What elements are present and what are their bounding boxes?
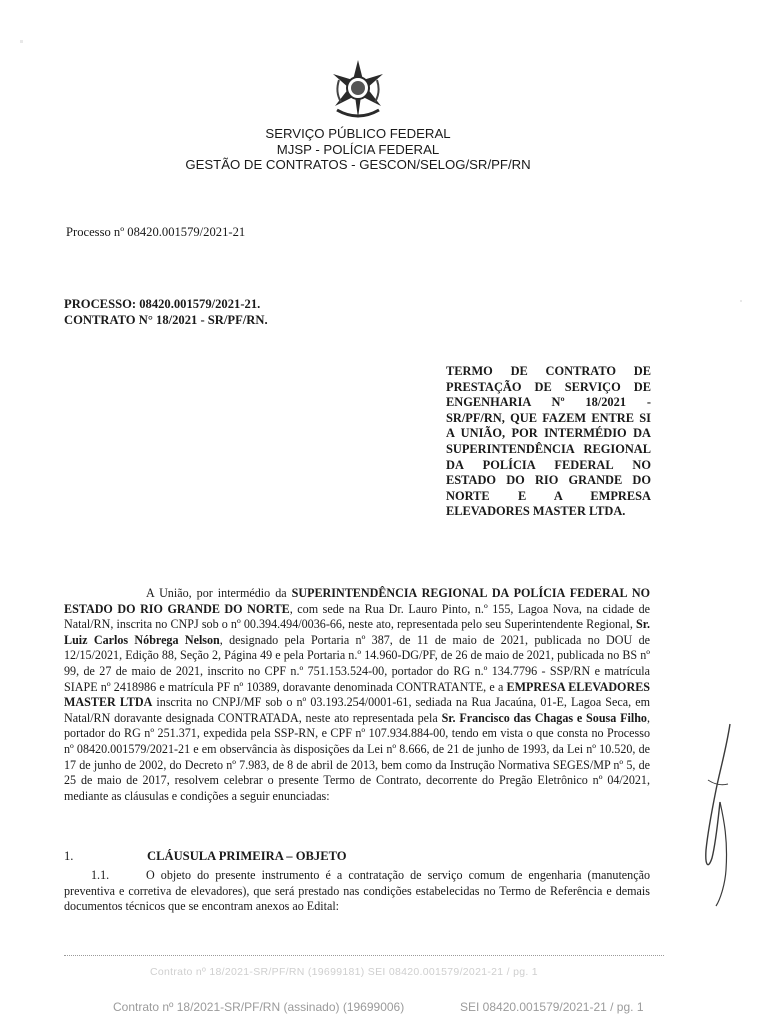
handwritten-signature-icon — [690, 720, 750, 910]
scan-speck — [740, 300, 742, 302]
faded-scan-footer: Contrato nº 18/2021-SR/PF/RN (19699181) SEI 08420.001579/2021-21 / pg. 1 — [150, 966, 538, 978]
preamble-bold-1: SUPERINTENDÊNCIA REGIONAL DA POLÍCIA FEDERAL NO ESTADO DO RIO GRANDE DO NORTE — [64, 586, 650, 616]
page-divider — [64, 955, 664, 956]
preamble-text-3: , designado pela Portaria nº 387, de 11 de maio de 2021, publicada no DOU de 12/15/2021, Edição 88, Seção 2, Página 49 e pela Portaria n.º 14.960-DG/PF, de 26 de maio de 2021, publicada no BS nº 99, de 27 de maio de 2021, inscrito no CPF n.º 751.153.524-00, portador do RG n.º 134.7796 - SSP/RN e matrícula SIAPE nº 2418986 e matrícula PF nº 10389, doravante denominada CONTRATANTE, e a — [64, 632, 650, 694]
process-contract-heading — [64, 296, 268, 328]
clause-title: CLÁUSULA PRIMEIRA – OBJETO — [147, 849, 347, 863]
header-line-2: MJSP - POLÍCIA FEDERAL — [276, 141, 440, 157]
preamble-text-2: , com sede na Rua Dr. Lauro Pinto, n.º 155, Lagoa Nova, na cidade de Natal/RN, inscrita no CNPJ sob o nº 00.394.494/0036-66, neste ato, representada pelo seu Superintendente Regional, — [64, 601, 650, 632]
clause-number: 1. — [64, 849, 74, 863]
footer-page-ref: SEI 08420.001579/2021-21 / pg. 1 — [460, 1000, 644, 1014]
process-reference: Processo nº 08420.001579/2021-21 — [66, 225, 246, 239]
process-number-line: PROCESSO: 08420.001579/2021-21. — [64, 297, 261, 311]
header-line-1: SERVIÇO PÚBLICO FEDERAL — [265, 126, 451, 141]
preamble-text-4: inscrita no CNPJ/MF sob o nº 03.193.254/0001-61, sediada na Rua Jacaúna, 01-E, Lagoa Seca, em Natal/RN doravante designada CONTRATADA, neste ato representada pela — [64, 695, 650, 725]
preamble-bold-2: Sr. Luiz Carlos Nóbrega Nelson — [64, 617, 650, 647]
contract-term-title: TERMO DE CONTRATO DE PRESTAÇÃO DE SERVIÇO DE ENGENHARIA Nº 18/2021 - SR/PF/RN, QUE FAZEM ENTRE SI A UNIÃO, POR INTERMÉDIO DA SUPERINTENDÊNCIA REGIONAL DA POLÍCIA FEDERAL NO ESTADO DO RIO GRANDE DO NORTE E A EMPRESA ELEVADORES MASTER LTDA. — [446, 364, 651, 519]
brazil-coat-of-arms-icon — [325, 58, 391, 124]
preamble-text-5: , portador do RG nº 251.371, expedida pela SSP-RN, e CPF nº 107.934.884-00, tendo em vista o que consta no Processo nº 08420.001579/2021-21 e em observância às disposições da Lei nº 8.666, de 21 de junho de 1993, da Lei nº 10.520, de 17 de junho de 2002, do Decreto nº 7.983, de 8 de abril de 2013, bem como da Instrução Normativa SEGES/MP nº 5, de 25 de maio de 2017, resolvem celebrar o presente Termo de Contrato, decorrente do Pregão Eletrônico nº 04/2021, mediante as cláusulas e condições a seguir enunciadas: — [64, 710, 650, 803]
header-line-3: GESTÃO DE CONTRATOS - GESCON/SELOG/SR/PF/RN — [185, 157, 531, 172]
scan-speck — [20, 40, 23, 43]
contract-number-line: CONTRATO N° 18/2021 - SR/PF/RN. — [64, 313, 268, 327]
preamble-bold-3: EMPRESA ELEVADORES MASTER LTDA — [64, 679, 650, 710]
preamble-bold-4: Sr. Francisco das Chagas e Sousa Filho — [441, 710, 647, 725]
clause-item — [64, 868, 650, 915]
footer-document-id: Contrato nº 18/2021-SR/PF/RN (assinado) (19699006) — [113, 1000, 405, 1014]
preamble-text-1: A União, por intermédio da — [146, 586, 292, 600]
clause-item-text: O objeto do presente instrumento é a contratação de serviço comum de engenharia (manutenção preventiva e corretiva de elevadores), que será prestado nas condições estabelecidas no Termo de Referência e demais documentos técnicos que se encontram anexos ao Edital: — [64, 868, 650, 914]
clause-item-number: 1.1. — [91, 868, 110, 882]
letterhead — [0, 126, 716, 173]
preamble-paragraph — [64, 586, 650, 804]
